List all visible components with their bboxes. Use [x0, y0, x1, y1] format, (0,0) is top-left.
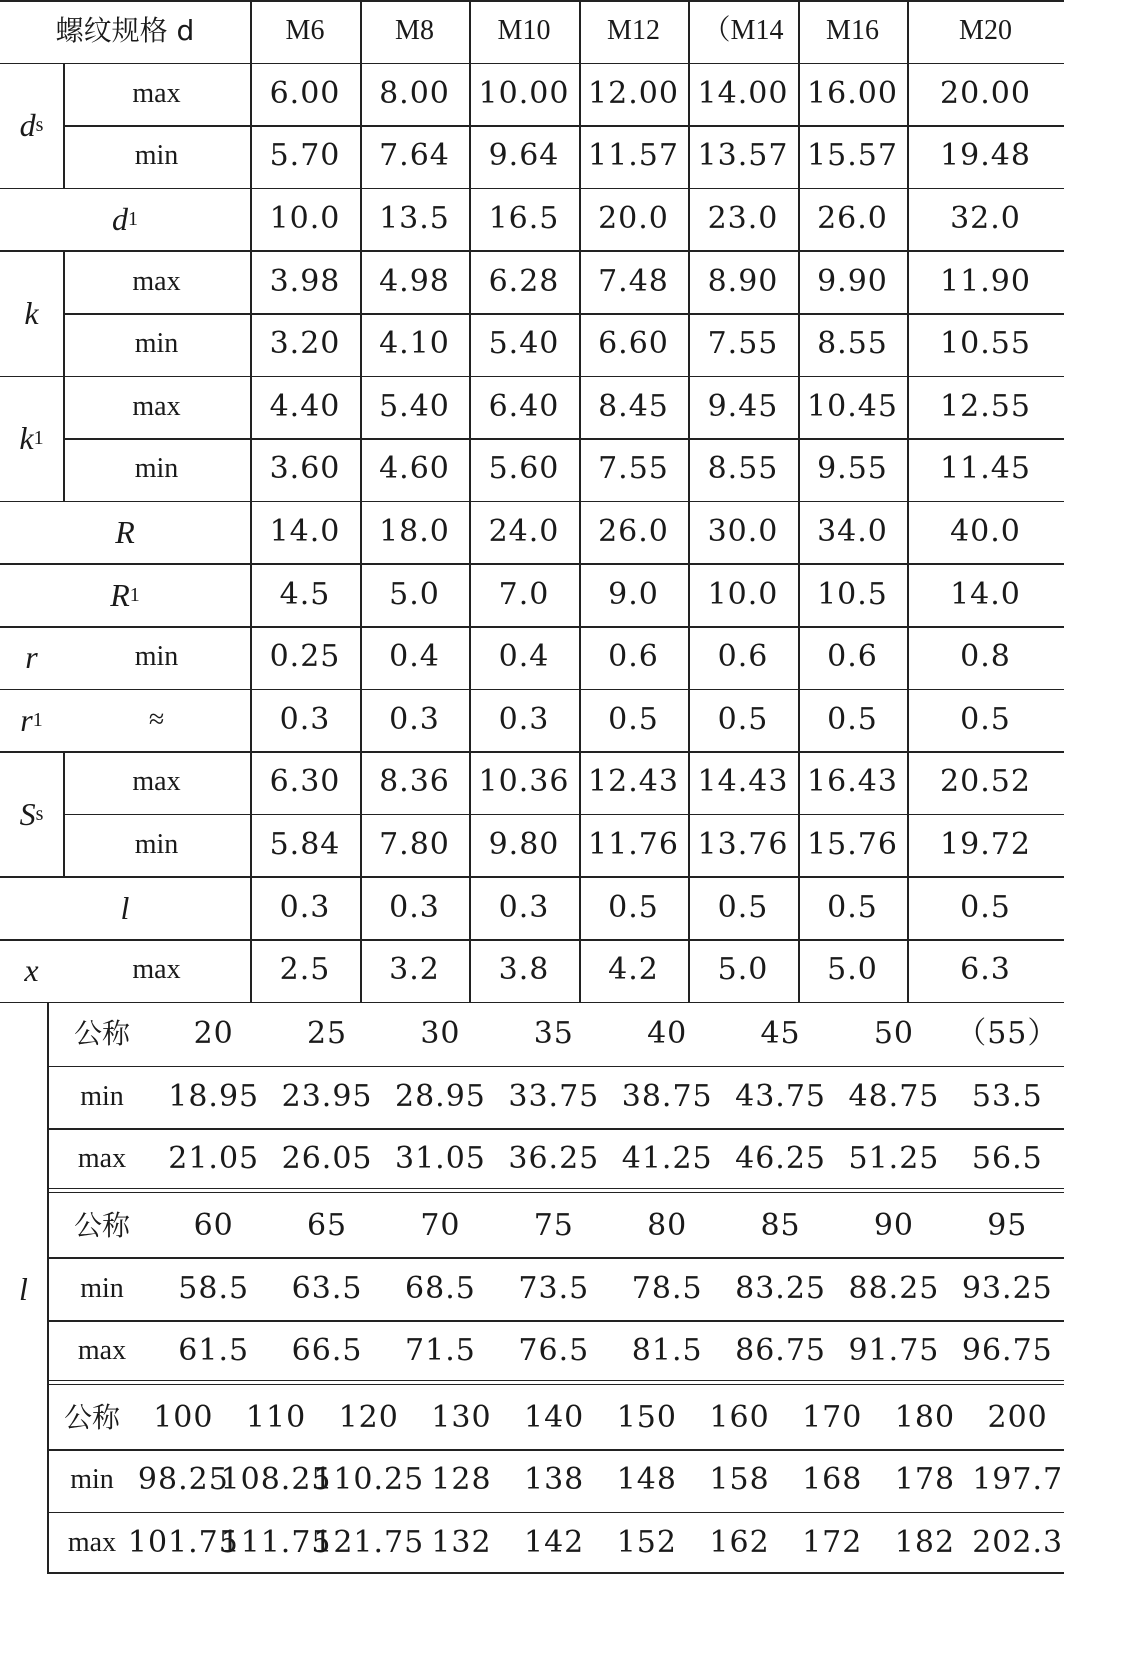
- table-cell: 9.64: [488, 138, 560, 174]
- table-cell: 0.5: [608, 889, 659, 925]
- table-rule: [798, 0, 800, 1002]
- table-cell: 3.98: [269, 263, 341, 299]
- table-cell: 26.0: [598, 514, 669, 550]
- symbol-label: [0, 188, 250, 251]
- table-cell: 0.3: [279, 701, 331, 737]
- table-cell: 11.57: [588, 138, 679, 174]
- table-rule: [688, 0, 690, 1002]
- table-rule: [47, 1572, 1064, 1574]
- table-cell: 14.0: [950, 576, 1021, 612]
- row-kind: min: [134, 453, 179, 485]
- symbol: x: [24, 952, 39, 989]
- table-cell: 5.0: [389, 576, 440, 612]
- length-cell: 65: [306, 1208, 348, 1244]
- table-rule: [47, 1188, 1064, 1190]
- length-cell: 31.05: [394, 1141, 486, 1177]
- symbol: S: [19, 795, 36, 832]
- table-cell: 5.40: [379, 388, 450, 424]
- table-rule: [0, 626, 1064, 628]
- table-cell: 5.60: [488, 451, 560, 487]
- row-kind: max: [132, 954, 181, 986]
- table-rule: [0, 563, 1064, 565]
- table-cell: 10.0: [269, 201, 341, 237]
- table-cell: 18.0: [379, 514, 450, 550]
- table-cell: 0.6: [717, 639, 769, 675]
- row-kind: max: [132, 265, 181, 297]
- table-cell: 0.5: [717, 701, 769, 737]
- table-cell: 19.48: [940, 138, 1031, 174]
- length-cell: 182: [894, 1525, 956, 1561]
- length-row-kind: 公称: [73, 1209, 130, 1243]
- symbol-subscript: 1: [129, 583, 140, 606]
- table-cell: 10.0: [707, 576, 779, 612]
- length-cell: 51.25: [848, 1141, 940, 1177]
- table-cell: 13.5: [379, 201, 450, 237]
- table-rule: [0, 376, 1064, 378]
- table-cell: 11.90: [940, 263, 1031, 299]
- table-cell: 16.5: [488, 201, 560, 237]
- length-cell: 41.25: [621, 1141, 713, 1177]
- length-cell: 66.5: [291, 1333, 363, 1369]
- length-cell: 111.75: [220, 1525, 332, 1561]
- table-cell: 9.80: [488, 827, 560, 863]
- table-cell: 4.5: [279, 576, 331, 612]
- table-cell: 20.00: [940, 75, 1031, 111]
- length-row-kind: max: [77, 1335, 127, 1367]
- length-cell: 170: [802, 1399, 863, 1435]
- length-cell: 158: [709, 1462, 770, 1498]
- table-cell: 7.55: [707, 326, 779, 362]
- table-cell: 16.43: [807, 764, 898, 800]
- table-cell: 0.3: [498, 889, 550, 925]
- table-cell: 11.76: [588, 827, 679, 863]
- table-cell: 20.0: [598, 201, 669, 237]
- table-cell: 14.0: [269, 514, 341, 550]
- table-cell: 14.43: [697, 764, 789, 800]
- symbol: R: [115, 514, 135, 551]
- length-cell: 60: [193, 1208, 234, 1244]
- table-cell: 13.76: [697, 827, 789, 863]
- length-cell: 202.3: [972, 1525, 1064, 1561]
- table-cell: 10.36: [478, 764, 570, 800]
- length-cell: 140: [524, 1399, 585, 1435]
- length-cell: 178: [894, 1462, 956, 1498]
- length-cell: 80: [647, 1208, 688, 1244]
- table-cell: 7.0: [498, 576, 550, 612]
- length-cell: 73.5: [518, 1270, 590, 1306]
- length-cell: 28.95: [394, 1078, 486, 1114]
- length-cell: 150: [616, 1399, 677, 1435]
- length-cell: 68.5: [405, 1270, 476, 1306]
- length-cell: 110.25: [313, 1462, 425, 1498]
- header-size-2: M10: [497, 15, 551, 47]
- row-kind: min: [134, 140, 179, 172]
- table-cell: 6.40: [488, 388, 560, 424]
- table-cell: 3.20: [269, 326, 341, 362]
- table-cell: 10.5: [817, 576, 888, 612]
- table-cell: 0.5: [608, 701, 659, 737]
- table-rule: [63, 250, 65, 375]
- length-cell: 110: [245, 1399, 307, 1435]
- table-cell: 9.90: [817, 263, 888, 299]
- table-cell: 24.0: [488, 514, 560, 550]
- length-cell: 91.75: [848, 1333, 940, 1369]
- table-rule: [0, 689, 1064, 691]
- length-cell: 18.95: [168, 1078, 260, 1114]
- table-rule: [0, 63, 1064, 65]
- table-cell: 5.0: [717, 952, 769, 988]
- length-cell: 132: [431, 1525, 492, 1561]
- table-cell: 32.0: [950, 201, 1021, 237]
- length-cell: 142: [524, 1525, 585, 1561]
- symbol: r: [20, 701, 33, 738]
- length-cell: 70: [420, 1208, 461, 1244]
- table-rule: [47, 1192, 1064, 1194]
- table-cell: 0.5: [717, 889, 769, 925]
- symbol-label: [0, 876, 250, 939]
- table-cell: 0.3: [389, 701, 440, 737]
- symbol-label: [0, 250, 63, 375]
- length-cell: 172: [802, 1525, 863, 1561]
- header-size-0: M6: [285, 15, 325, 47]
- symbol-subscript: s: [35, 114, 44, 137]
- length-cell: 160: [709, 1399, 770, 1435]
- table-cell: 12.00: [588, 75, 679, 111]
- length-cell: 168: [802, 1462, 863, 1498]
- table-cell: 4.2: [608, 952, 659, 988]
- length-cell: 76.5: [518, 1333, 590, 1369]
- table-cell: 8.90: [707, 263, 779, 299]
- length-cell: 61.5: [178, 1333, 250, 1369]
- length-cell: 130: [431, 1399, 492, 1435]
- symbol-label: [0, 63, 63, 188]
- header-size-6: M20: [959, 15, 1012, 47]
- length-cell: 48.75: [848, 1078, 940, 1114]
- symbol: d: [112, 201, 128, 238]
- length-cell: 45: [760, 1016, 801, 1052]
- length-cell: 30: [420, 1016, 461, 1052]
- table-rule: [63, 814, 1064, 816]
- length-cell: 58.5: [178, 1270, 250, 1306]
- length-cell: 93.25: [961, 1270, 1053, 1306]
- table-cell: 4.10: [379, 326, 450, 362]
- length-cell: 162: [709, 1525, 770, 1561]
- row-kind: max: [132, 390, 181, 422]
- length-row-kind: min: [80, 1272, 124, 1304]
- table-rule: [47, 1380, 1064, 1382]
- header-size-3: M12: [607, 15, 660, 47]
- length-cell: 35: [533, 1016, 574, 1052]
- table-rule: [907, 0, 909, 1002]
- length-cell: 50: [873, 1016, 915, 1052]
- length-cell: 180: [894, 1399, 956, 1435]
- table-cell: 14.00: [697, 75, 789, 111]
- length-cell: 108.25: [220, 1462, 332, 1498]
- table-cell: 2.5: [279, 952, 331, 988]
- table-rule: [63, 63, 65, 188]
- table-cell: 34.0: [817, 514, 888, 550]
- length-cell: 36.25: [508, 1141, 600, 1177]
- row-kind: max: [132, 766, 181, 798]
- table-cell: 0.6: [827, 639, 878, 675]
- table-cell: 12.55: [940, 388, 1031, 424]
- table-rule: [47, 1384, 1064, 1386]
- table-cell: 7.80: [379, 827, 450, 863]
- table-cell: 8.55: [817, 326, 888, 362]
- table-cell: 0.5: [960, 701, 1011, 737]
- table-cell: 4.40: [269, 388, 341, 424]
- table-cell: 5.0: [827, 952, 878, 988]
- row-kind: max: [132, 77, 181, 109]
- symbol-subscript: s: [35, 802, 44, 825]
- table-rule: [63, 751, 65, 876]
- table-cell: 0.5: [827, 701, 878, 737]
- symbol-subscript: 1: [128, 208, 138, 231]
- length-cell: 46.25: [735, 1141, 826, 1177]
- table-cell: 3.2: [389, 952, 440, 988]
- length-cell: 90: [873, 1208, 915, 1244]
- table-cell: 23.0: [707, 201, 779, 237]
- table-cell: 6.30: [269, 764, 341, 800]
- length-cell: 75: [533, 1208, 574, 1244]
- table-cell: 16.00: [807, 75, 898, 111]
- table-cell: 10.45: [807, 388, 898, 424]
- table-rule: [0, 751, 1064, 753]
- table-cell: 9.55: [817, 451, 888, 487]
- table-cell: 15.76: [807, 827, 898, 863]
- table-rule: [250, 0, 252, 1002]
- table-cell: 30.0: [707, 514, 779, 550]
- table-rule: [63, 125, 1064, 127]
- table-cell: 15.57: [807, 138, 898, 174]
- symbol-label: [0, 939, 63, 1002]
- symbol: k: [19, 420, 34, 457]
- row-kind: ≈: [148, 703, 165, 735]
- length-cell: 128: [431, 1462, 492, 1498]
- table-cell: 7.48: [598, 263, 669, 299]
- length-cell: 78.5: [631, 1270, 703, 1306]
- table-cell: 6.60: [598, 326, 669, 362]
- table-cell: 5.70: [269, 138, 341, 174]
- length-cell: 85: [760, 1208, 801, 1244]
- table-cell: 5.40: [488, 326, 560, 362]
- table-rule: [469, 0, 471, 1002]
- length-cell: 121.75: [313, 1525, 425, 1561]
- symbol: r: [25, 639, 38, 676]
- length-cell: 20: [193, 1016, 234, 1052]
- length-cell: 101.75: [127, 1525, 239, 1561]
- length-row-kind: min: [70, 1464, 114, 1496]
- table-cell: 8.55: [707, 451, 779, 487]
- length-cell: 38.75: [621, 1078, 713, 1114]
- table-cell: 0.5: [827, 889, 878, 925]
- length-cell: 71.5: [405, 1333, 476, 1369]
- header-size-5: M16: [826, 15, 879, 47]
- header-thread-spec: 螺纹规格 d: [55, 14, 195, 48]
- length-cell: 88.25: [848, 1270, 940, 1306]
- table-rule: [63, 376, 65, 501]
- table-cell: 40.0: [950, 514, 1021, 550]
- length-cell: 95: [987, 1208, 1028, 1244]
- table-cell: 8.45: [598, 388, 669, 424]
- table-rule: [0, 250, 1064, 252]
- table-cell: 10.00: [478, 75, 570, 111]
- length-cell: 25: [306, 1016, 348, 1052]
- table-cell: 8.00: [379, 75, 450, 111]
- table-cell: 3.8: [498, 952, 550, 988]
- length-cell: 86.75: [735, 1333, 826, 1369]
- length-cell: （55）: [956, 1016, 1059, 1052]
- header-size-4: （M14: [702, 15, 784, 47]
- length-cell: 26.05: [281, 1141, 373, 1177]
- header-size-1: M8: [395, 15, 434, 47]
- table-cell: 8.36: [379, 764, 450, 800]
- table-cell: 7.55: [598, 451, 669, 487]
- symbol-label: [0, 751, 63, 876]
- length-row-kind: min: [80, 1080, 124, 1112]
- length-cell: 40: [647, 1016, 688, 1052]
- table-cell: 12.43: [588, 764, 679, 800]
- table-cell: 0.4: [498, 639, 550, 675]
- length-cell: 96.75: [961, 1333, 1053, 1369]
- symbol-label: [0, 501, 250, 564]
- table-cell: 20.52: [940, 764, 1031, 800]
- table-cell: 3.60: [269, 451, 341, 487]
- length-symbol: l: [19, 1270, 28, 1307]
- row-kind: min: [134, 641, 179, 673]
- table-rule: [0, 0, 1064, 2]
- table-cell: 9.45: [707, 388, 779, 424]
- length-cell: 81.5: [631, 1333, 703, 1369]
- row-kind: min: [134, 829, 179, 861]
- table-rule: [579, 0, 581, 1002]
- table-cell: 0.3: [498, 701, 550, 737]
- table-cell: 6.3: [960, 952, 1011, 988]
- table-cell: 10.55: [940, 326, 1031, 362]
- length-row-kind: max: [67, 1527, 117, 1559]
- table-rule: [47, 1003, 49, 1574]
- length-cell: 200: [987, 1399, 1048, 1435]
- table-cell: 26.0: [817, 201, 888, 237]
- table-cell: 11.45: [940, 451, 1031, 487]
- table-rule: [63, 438, 1064, 440]
- length-row-kind: 公称: [73, 1017, 130, 1051]
- table-cell: 4.60: [379, 451, 450, 487]
- table-cell: 6.00: [269, 75, 341, 111]
- length-cell: 197.7: [972, 1462, 1064, 1498]
- symbol-subscript: 1: [32, 708, 43, 731]
- length-cell: 63.5: [291, 1270, 363, 1306]
- symbol-subscript: 1: [33, 427, 44, 450]
- symbol: d: [19, 107, 36, 144]
- table-rule: [63, 313, 1064, 315]
- length-cell: 33.75: [508, 1078, 600, 1114]
- table-cell: 0.4: [389, 639, 440, 675]
- table-rule: [360, 0, 362, 1002]
- length-cell: 100: [153, 1399, 214, 1435]
- table-cell: 7.64: [379, 138, 450, 174]
- symbol-label: [0, 563, 250, 626]
- table-cell: 5.84: [269, 827, 341, 863]
- symbol-label: [0, 626, 63, 689]
- length-cell: 120: [338, 1399, 399, 1435]
- length-row-kind: max: [77, 1143, 127, 1175]
- row-kind: min: [134, 328, 179, 360]
- table-cell: 19.72: [940, 827, 1031, 863]
- symbol-label: [0, 376, 63, 501]
- symbol: k: [24, 294, 39, 331]
- symbol: l: [120, 889, 130, 926]
- symbol-label: [0, 689, 63, 752]
- length-cell: 56.5: [971, 1141, 1043, 1177]
- table-cell: 6.28: [488, 263, 560, 299]
- length-cell: 83.25: [735, 1270, 826, 1306]
- length-cell: 43.75: [735, 1078, 826, 1114]
- length-cell: 138: [524, 1462, 585, 1498]
- table-cell: 9.0: [608, 576, 659, 612]
- table-cell: 13.57: [697, 138, 789, 174]
- table-cell: 4.98: [379, 263, 450, 299]
- table-cell: 0.3: [279, 889, 331, 925]
- table-cell: 0.5: [960, 889, 1011, 925]
- table-rule: [0, 939, 1064, 941]
- length-cell: 21.05: [168, 1141, 260, 1177]
- table-rule: [0, 188, 1064, 190]
- table-rule: [0, 501, 1064, 503]
- length-cell: 53.5: [971, 1078, 1043, 1114]
- table-cell: 0.3: [389, 889, 440, 925]
- length-cell: 152: [616, 1525, 677, 1561]
- table-cell: 0.6: [608, 639, 659, 675]
- length-cell: 98.25: [137, 1462, 229, 1498]
- length-cell: 23.95: [281, 1078, 373, 1114]
- table-cell: 0.8: [960, 639, 1011, 675]
- symbol: R: [110, 576, 130, 613]
- length-cell: 148: [616, 1462, 677, 1498]
- table-cell: 0.25: [269, 639, 341, 675]
- length-row-kind: 公称: [63, 1400, 120, 1434]
- table-rule: [0, 876, 1064, 878]
